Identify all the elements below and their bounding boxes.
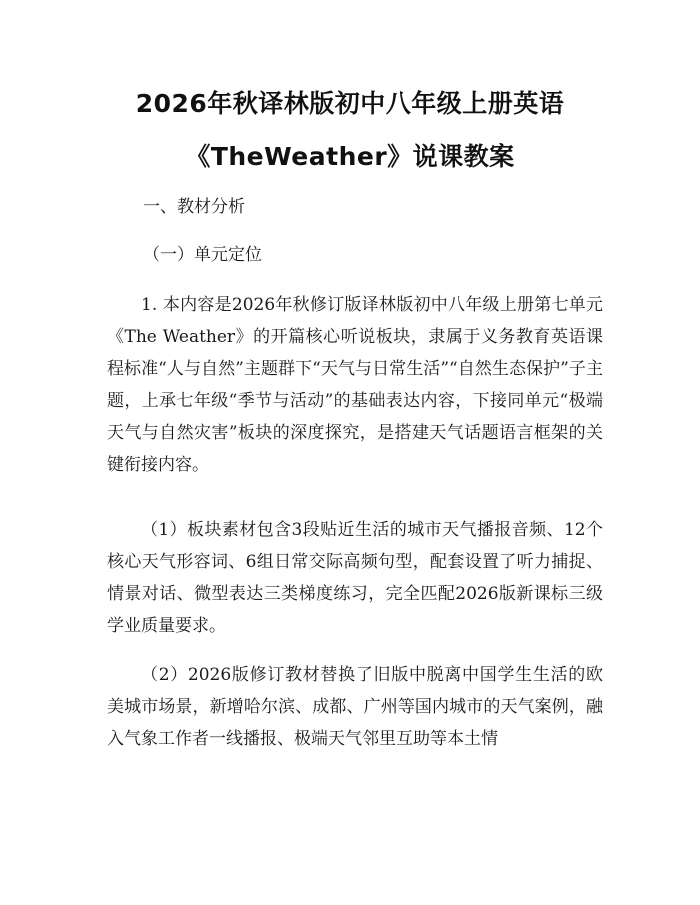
section-heading: 一、教材分析 [143,197,245,217]
paragraph: （1）板块素材包含3段贴近生活的城市天气播报音频、12个核心天气形容词、6组日常交际高频句型，配套设置了听力捕捉、情景对话、微型表达三类梯度练习，完全匹配2026版新课标三级学业质量要求。 [107,520,603,636]
paragraph: （2）2026版修订教材替换了旧版中脱离中国学生生活的欧美城市场景，新增哈尔滨、成都、广州等国内城市的天气案例，融入气象工作者一线播报、极端天气邻里互助等本土情 [107,665,603,749]
paragraph: 1. 本内容是2026年秋修订版译林版初中八年级上册第七单元《The Weather》的开篇核心听说板块，隶属于义务教育英语课程标准“人与自然”主题群下“天气与日常生活”“自然生态保护”子主题，上承七年级“季节与活动”的基础表达内容，下接同单元“极端天气与自然灾害”板块的深度探究，是搭建天气话题语言框架的关键衔接内容。 [107,295,603,475]
document-title-line-1: 2026年秋译林版初中八年级上册英语 [135,89,565,118]
document-title-line-2: 《TheWeather》说课教案 [185,142,515,171]
subsection-heading: （一）单元定位 [143,245,262,265]
